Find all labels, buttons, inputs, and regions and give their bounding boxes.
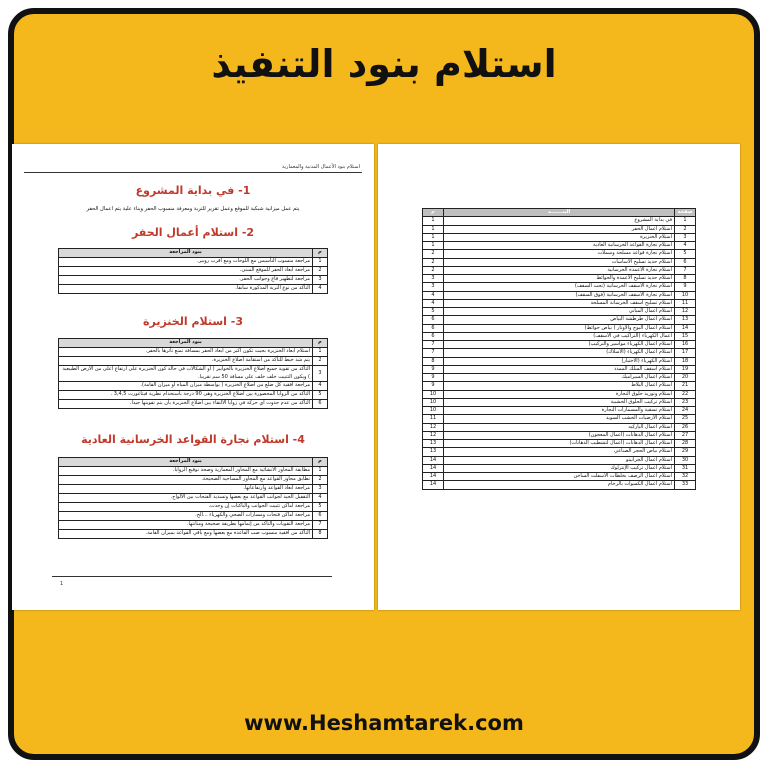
row-page: 2 — [423, 258, 444, 266]
table-row — [423, 357, 696, 365]
row-number: 28 — [675, 440, 696, 448]
table-row: 3 التأكد من تقوية جميع أضلاع الخنزيرة بالخوابير ( أو الشكالات في حالة كون الخنزيرة على ارتفاع أعلى من الأرض الطبيعية ) ويكون التثبيت خلف خلف على مسافة 50 سم تقريبا. — [59, 366, 328, 382]
row-number: 6 — [675, 258, 696, 266]
row-item: استلام نجارة الأسقف الخرسانية (فوق السقف) — [444, 291, 675, 299]
table-row — [423, 440, 696, 448]
col-item: البنـــــــد — [444, 209, 675, 217]
row-item: استلام اعمال المباني — [444, 308, 675, 316]
section-heading: 1- في بداية المشروع — [135, 184, 251, 197]
page-header: استلام بنود الأعمال المدنية والمعمارية — [281, 164, 360, 170]
table-row — [423, 332, 696, 340]
row-page: 14 — [423, 456, 444, 464]
row-item: في بداية المشروع — [444, 217, 675, 225]
row-item: استلام أعمال الكسوات بالرخام — [444, 481, 675, 489]
row-number: 24 — [675, 407, 696, 415]
row-page: 9 — [423, 374, 444, 382]
website-link[interactable]: www.Heshamtarek.com — [244, 711, 524, 735]
row-number: 32 — [675, 473, 696, 481]
table-row — [423, 349, 696, 357]
row-number: 5 — [675, 250, 696, 258]
table-row: 1 مراجعة منسوب التأسيس مع اللوحات ومع أقرب روبير. — [59, 258, 328, 267]
table-row: 3 مراجعة لتطهير قاع وجوانب الحفر. — [59, 276, 328, 285]
table-row: 6 التأكد من عدم حدوث أي حركة في زوايا الالتقاء بين أضلاع الخنزيرة بأن يتم تقويتها جيدا. — [59, 400, 328, 409]
row-number: 2 — [675, 225, 696, 233]
row-page: 14 — [423, 481, 444, 489]
table-header-row — [423, 209, 696, 217]
row-number: 21 — [675, 382, 696, 390]
table-row: 4 مراجعة أفقية كل ضلع من أضلاع الخنزيرة ( بواسطة ميزان المياه أو ميزان القامة). — [59, 382, 328, 391]
table-row: 2 مراجعة أبعاد الحفر للموقع المبنى. — [59, 267, 328, 276]
row-page: 1 — [423, 242, 444, 250]
table-row — [423, 316, 696, 324]
row-item: استلام تسقية والمسمارات النجارة — [444, 407, 675, 415]
table-row — [423, 341, 696, 349]
row-page: 1 — [423, 217, 444, 225]
row-item: استلام تركيب الحلوق الخشبية — [444, 398, 675, 406]
review-table: م بنود المراجعة 1 مطابقة المحاور الانشائية مع المحاور المعمارية وصحة توقيع الزوايا. 2 تطابق محاور القواعد مع المحاور المساحية الصحيحة. 3 مراجعة أبعاد القواعد وارتفاعاتها. 4 التقفيل الجيد لجوانب القواعد مع بعضها وتسديد الفتحات بين الألواح. 5 مراجعة أماكن تثبيت الجوانب والباكتات إن وجدت. 6 مراجعة أماكن فتحات ومسارات الصحي والكهرباء ...الخ. 7 مراجعة التقويات والتأكد من إتمامها بطريقة صحيحة ومتانتها. 8 التأكد من أفقية منسوب صب القاعدة مع بعضها ومع باقي القواعد بميزان القامة. — [58, 457, 328, 539]
row-page: 3 — [423, 283, 444, 291]
table-row — [423, 431, 696, 439]
section-intro: يتم عمل ميزانية شبكية للموقع وعمل تقرير للتربة ومعرفة منسوب الحفر وبناء علية يتم اعمال الحفر — [86, 206, 300, 212]
row-page: 13 — [423, 440, 444, 448]
row-number: 3 — [675, 233, 696, 241]
row-page: 4 — [423, 299, 444, 307]
row-item: استلام حديد تسليح الأعمدة والحوائط — [444, 275, 675, 283]
table-row — [423, 217, 696, 225]
row-page: 10 — [423, 398, 444, 406]
row-number: 23 — [675, 398, 696, 406]
table-row — [423, 473, 696, 481]
table-row — [423, 407, 696, 415]
col-num: م — [423, 209, 444, 217]
row-number: 22 — [675, 390, 696, 398]
row-page: 8 — [423, 357, 444, 365]
row-page: 6 — [423, 316, 444, 324]
row-number: 31 — [675, 464, 696, 472]
table-row — [423, 415, 696, 423]
table-row — [423, 382, 696, 390]
row-item: استلام أعمال تركيب الإنترلوك — [444, 464, 675, 472]
table-row — [423, 308, 696, 316]
row-item: استلام نجارة قواعد مسلحة وسملات — [444, 250, 675, 258]
row-page: 1 — [423, 225, 444, 233]
row-page: 12 — [423, 423, 444, 431]
col-page: صفحة — [675, 209, 696, 217]
table-row — [423, 242, 696, 250]
row-page: 6 — [423, 324, 444, 332]
row-page: 7 — [423, 341, 444, 349]
row-number: 25 — [675, 415, 696, 423]
row-item: استلام تسليح أسقف الخرسانة المسلحة — [444, 299, 675, 307]
table-row — [423, 481, 696, 489]
row-item: استلام الخنزيرة — [444, 233, 675, 241]
table-row: 5 مراجعة أماكن تثبيت الجوانب والباكتات إن وجدت. — [59, 503, 328, 512]
row-item: استلام وتوريد حلوق النجارة — [444, 390, 675, 398]
row-page: 1 — [423, 233, 444, 241]
row-page: 14 — [423, 464, 444, 472]
table-row — [423, 233, 696, 241]
table-row: 1 مطابقة المحاور الانشائية مع المحاور المعمارية وصحة توقيع الزوايا. — [59, 467, 328, 476]
row-number: 13 — [675, 316, 696, 324]
table-row — [423, 291, 696, 299]
row-number: 26 — [675, 423, 696, 431]
document-page-right — [378, 144, 740, 610]
page-title: استلام بنود التنفيذ — [211, 42, 557, 86]
section-heading: 4- استلام نجارة القواعد الخرسانية العادية — [81, 433, 305, 446]
row-item: استلام أعمال الكهرباء (الأسلاك) — [444, 349, 675, 357]
row-page: 12 — [423, 431, 444, 439]
table-row: 4 التقفيل الجيد لجوانب القواعد مع بعضها وتسديد الفتحات بين الألواح. — [59, 494, 328, 503]
table-row — [423, 365, 696, 373]
row-item: استلام أعمال البوج والأوتار ( بياض حوائط) — [444, 324, 675, 332]
row-page: 11 — [423, 415, 444, 423]
table-row: 2 يتم شد خيط للتأكد من استقامة أضلاع الخنزيرة. — [59, 357, 328, 366]
row-item: استلام أعمال البلاط — [444, 382, 675, 390]
row-page: 13 — [423, 448, 444, 456]
header-divider — [24, 172, 362, 173]
row-number: 9 — [675, 283, 696, 291]
document-page-left — [12, 144, 374, 610]
row-page: 2 — [423, 250, 444, 258]
row-page: 9 — [423, 382, 444, 390]
row-item: استلام نجارة الأعمدة الخرسانية — [444, 266, 675, 274]
row-item: استلام أسقف السلك الممدد — [444, 365, 675, 373]
table-row: 6 مراجعة أماكن فتحات ومسارات الصحي والكهرباء ...الخ. — [59, 512, 328, 521]
row-number: 30 — [675, 456, 696, 464]
row-page: 3 — [423, 275, 444, 283]
row-page: 2 — [423, 266, 444, 274]
table-row: 8 التأكد من أفقية منسوب صب القاعدة مع بعضها ومع باقي القواعد بميزان القامة. — [59, 530, 328, 539]
table-row — [423, 456, 696, 464]
contents-table — [422, 208, 696, 490]
table-row: 3 مراجعة أبعاد القواعد وارتفاعاتها. — [59, 485, 328, 494]
table-row — [423, 299, 696, 307]
row-item: استلام أعمال الدهانات (أعمال المعجون) — [444, 431, 675, 439]
table-row — [423, 225, 696, 233]
row-item: استلام أعمال السيراميك — [444, 374, 675, 382]
table-row — [423, 250, 696, 258]
row-item: استلام حديد تسليح الاساسات — [444, 258, 675, 266]
row-item: استلام الكهرباء (الاختبار) — [444, 357, 675, 365]
footer-divider — [52, 576, 332, 577]
row-page: 10 — [423, 390, 444, 398]
table-row — [423, 258, 696, 266]
row-number: 17 — [675, 349, 696, 357]
row-page: 6 — [423, 332, 444, 340]
table-row: 4 التأكد من نوع التربة المذكورة سابقا. — [59, 285, 328, 294]
row-number: 1 — [675, 217, 696, 225]
table-row — [423, 464, 696, 472]
table-row — [423, 448, 696, 456]
row-number: 11 — [675, 299, 696, 307]
section-heading: 3- استلام الخنزيرة — [142, 315, 243, 328]
row-number: 27 — [675, 431, 696, 439]
row-number: 4 — [675, 242, 696, 250]
table-row — [423, 283, 696, 291]
row-item: استلام نجارة القواعد الخرسانية العادية — [444, 242, 675, 250]
row-item: استلام أعمال الدهانات (أعمال لتشطيب الدهانات) — [444, 440, 675, 448]
col-header: بنود المراجعة — [59, 249, 313, 258]
row-page: 5 — [423, 308, 444, 316]
row-page: 7 — [423, 349, 444, 357]
section-heading: 2- استلام أعمال الحفر — [131, 226, 255, 239]
row-item: استلام الأرضيات الخشب السويد — [444, 415, 675, 423]
table-row — [423, 398, 696, 406]
table-row: 5 التأكد من الزوايا المحصورة بين أضلاع الخنزيرة وهى 90 درجة باستخدام نظرية فيثاغورث 3,4,5 . — [59, 391, 328, 400]
row-item: استلام أعمال الرصف بخلطات الأسفلت الساخن — [444, 473, 675, 481]
row-number: 16 — [675, 341, 696, 349]
row-item: أعمال الكهرباء (التراكيب في الأسقف) — [444, 332, 675, 340]
row-number: 19 — [675, 365, 696, 373]
row-number: 10 — [675, 291, 696, 299]
row-item: استلام بياض الحجر الصناعي — [444, 448, 675, 456]
review-table — [58, 248, 328, 294]
row-page: 4 — [423, 291, 444, 299]
row-page: 10 — [423, 407, 444, 415]
review-table: م بنود المراجعة 1 استلام أبعاد الخنزيرة بحيث تكون أكبر من أبعاد الحفر بمسافة تمنع تأثرها بالحفر. 2 يتم شد خيط للتأكد من استقامة أضلاع الخنزيرة. 3 التأكد من تقوية جميع أضلاع الخنزيرة بالخوابير ( أو الشكالات في حالة كون الخنزيرة على ارتفاع أعلى من الأرض الطبيعية ) ويكون التثبيت خلف خلف على مسافة 50 سم تقريبا. 4 مراجعة أفقية كل ضلع من أضلاع الخنزيرة ( بواسطة ميزان المياه أو ميزان القامة). 5 التأكد من الزوايا المحصورة بين أضلاع الخنزيرة وهى 90 درجة باستخدام نظرية فيثاغورث 3,4,5 . 6 التأكد من عدم حدوث أي حركة في زوايا الالتقاء بين أضلاع الخنزيرة بأن يتم تقويتها جيدا. — [58, 338, 328, 409]
row-item: استلام أعمال الجرانيتو — [444, 456, 675, 464]
table-row — [423, 374, 696, 382]
table-row: 2 تطابق محاور القواعد مع المحاور المساحية الصحيحة. — [59, 476, 328, 485]
row-number: 33 — [675, 481, 696, 489]
row-item: استلام أعمال الباركيه — [444, 423, 675, 431]
table-row — [423, 266, 696, 274]
row-page: 14 — [423, 473, 444, 481]
row-item: استلام اعمال الحفر — [444, 225, 675, 233]
row-number: 18 — [675, 357, 696, 365]
table-row: 1 استلام أبعاد الخنزيرة بحيث تكون أكبر من أبعاد الحفر بمسافة تمنع تأثرها بالحفر. — [59, 348, 328, 357]
table-row — [423, 423, 696, 431]
row-page: 9 — [423, 365, 444, 373]
table-row — [423, 390, 696, 398]
row-number: 20 — [675, 374, 696, 382]
row-number: 15 — [675, 332, 696, 340]
row-number: 8 — [675, 275, 696, 283]
row-number: 14 — [675, 324, 696, 332]
page-number: 1 — [60, 581, 64, 587]
row-item: استلام أعمال الكهرباء مواسير والتركيب) — [444, 341, 675, 349]
table-row — [423, 324, 696, 332]
table-row: 7 مراجعة التقويات والتأكد من إتمامها بطريقة صحيحة ومتانتها. — [59, 521, 328, 530]
row-number: 29 — [675, 448, 696, 456]
table-row — [423, 275, 696, 283]
row-number: 7 — [675, 266, 696, 274]
row-item: استلام اعمال طرطشة البياض — [444, 316, 675, 324]
col-num: م — [313, 249, 328, 258]
row-item: استلام نجارة الأسقف الخرسانية (تحت السقف) — [444, 283, 675, 291]
row-number: 12 — [675, 308, 696, 316]
